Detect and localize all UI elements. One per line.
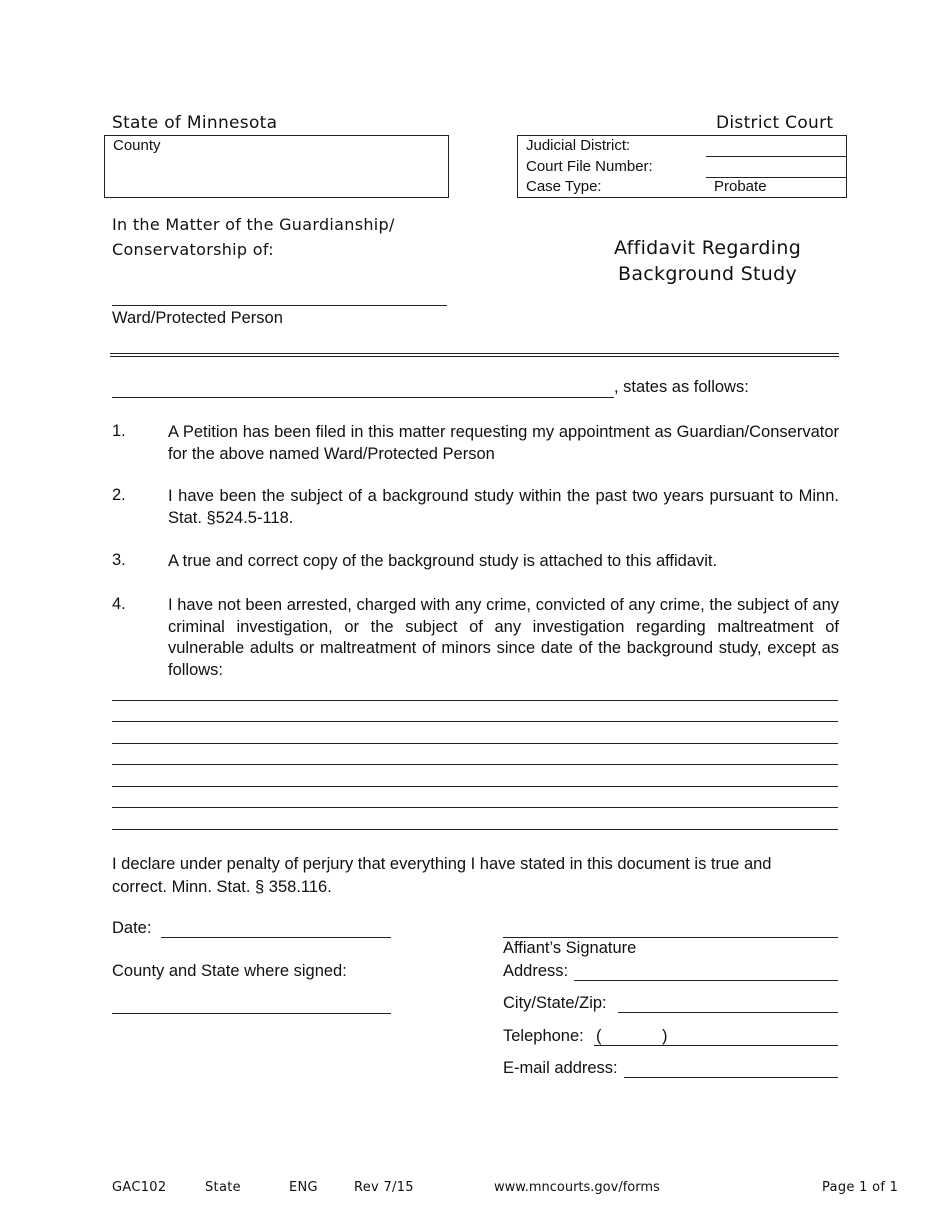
affiant-name-field[interactable]: [112, 397, 614, 398]
footer-form-code: GAC102: [112, 1180, 167, 1195]
footer-language: ENG: [289, 1180, 318, 1195]
exception-line[interactable]: [112, 721, 838, 722]
perjury-declaration: I declare under penalty of perjury that everything I have stated in this document is true and correct. Minn. Stat. § 358.116.: [112, 855, 772, 896]
city-state-zip-label: City/State/Zip:: [503, 994, 607, 1012]
exception-line[interactable]: [112, 807, 838, 808]
footer-revision: Rev 7/15: [354, 1180, 414, 1195]
date-field[interactable]: [161, 937, 391, 938]
exception-line[interactable]: [112, 700, 838, 701]
judicial-district-field[interactable]: [706, 156, 846, 157]
footer-jurisdiction: State: [205, 1180, 241, 1195]
exception-line[interactable]: [112, 786, 838, 787]
email-field[interactable]: [624, 1077, 838, 1078]
case-type-value: Probate: [714, 178, 767, 195]
item-text: A true and correct copy of the background study is attached to this affidavit.: [168, 552, 718, 570]
exception-line[interactable]: [112, 764, 838, 765]
item-text: I have been the subject of a background study within the past two years pursuant to Minn. Stat. §524.5-118.: [168, 487, 839, 527]
email-label: E-mail address:: [503, 1059, 618, 1077]
ward-label: Ward/Protected Person: [112, 309, 283, 327]
state-name: State of Minnesota: [112, 113, 278, 133]
exception-line[interactable]: [112, 743, 838, 744]
county-label: County: [113, 137, 161, 154]
affiant-signature-field[interactable]: [503, 937, 838, 938]
county-state-label: County and State where signed:: [112, 962, 347, 980]
ward-name-field[interactable]: [112, 305, 447, 306]
document-title-line-2: Background Study: [618, 263, 798, 285]
intro-suffix: , states as follows:: [614, 378, 749, 396]
item-number: 3.: [112, 551, 126, 569]
separator-rule-top: [110, 353, 839, 354]
telephone-label: Telephone:: [503, 1027, 584, 1045]
court-file-number-label: Court File Number:: [526, 158, 653, 175]
case-info-box: [517, 135, 847, 198]
telephone-area-close: ): [662, 1027, 668, 1045]
case-type-label: Case Type:: [526, 178, 602, 195]
item-text: I have not been arrested, charged with any crime, convicted of any crime, the subject of any criminal investigation, or the subject of any investigation regarding maltreatment of vulnerable adults or maltreatment of minors since date of the background study, except as follows:: [168, 596, 839, 679]
county-box[interactable]: [104, 135, 449, 198]
separator-rule-bottom: [110, 356, 839, 357]
item-number: 2.: [112, 486, 126, 504]
address-field[interactable]: [574, 980, 838, 981]
matter-line-2: Conservatorship of:: [112, 240, 274, 259]
affiant-signature-label: Affiant’s Signature: [503, 939, 637, 957]
court-name: District Court: [716, 113, 834, 133]
telephone-area-open: (: [596, 1027, 602, 1045]
city-state-zip-field[interactable]: [618, 1012, 838, 1013]
item-number: 1.: [112, 422, 126, 440]
judicial-district-label: Judicial District:: [526, 137, 631, 154]
date-label: Date:: [112, 919, 152, 937]
address-label: Address:: [503, 962, 569, 980]
county-state-field[interactable]: [112, 1013, 391, 1014]
item-text: A Petition has been filed in this matter requesting my appointment as Guardian/Conservator for the above named Ward/Protected Person: [168, 423, 839, 463]
telephone-field[interactable]: [594, 1045, 838, 1046]
footer-page-number: Page 1 of 1: [822, 1180, 899, 1195]
matter-line-1: In the Matter of the Guardianship/: [112, 215, 395, 234]
footer-url[interactable]: www.mncourts.gov/forms: [494, 1180, 660, 1195]
exception-line[interactable]: [112, 829, 838, 830]
item-number: 4.: [112, 595, 126, 613]
document-title-line-1: Affidavit Regarding: [614, 237, 802, 259]
